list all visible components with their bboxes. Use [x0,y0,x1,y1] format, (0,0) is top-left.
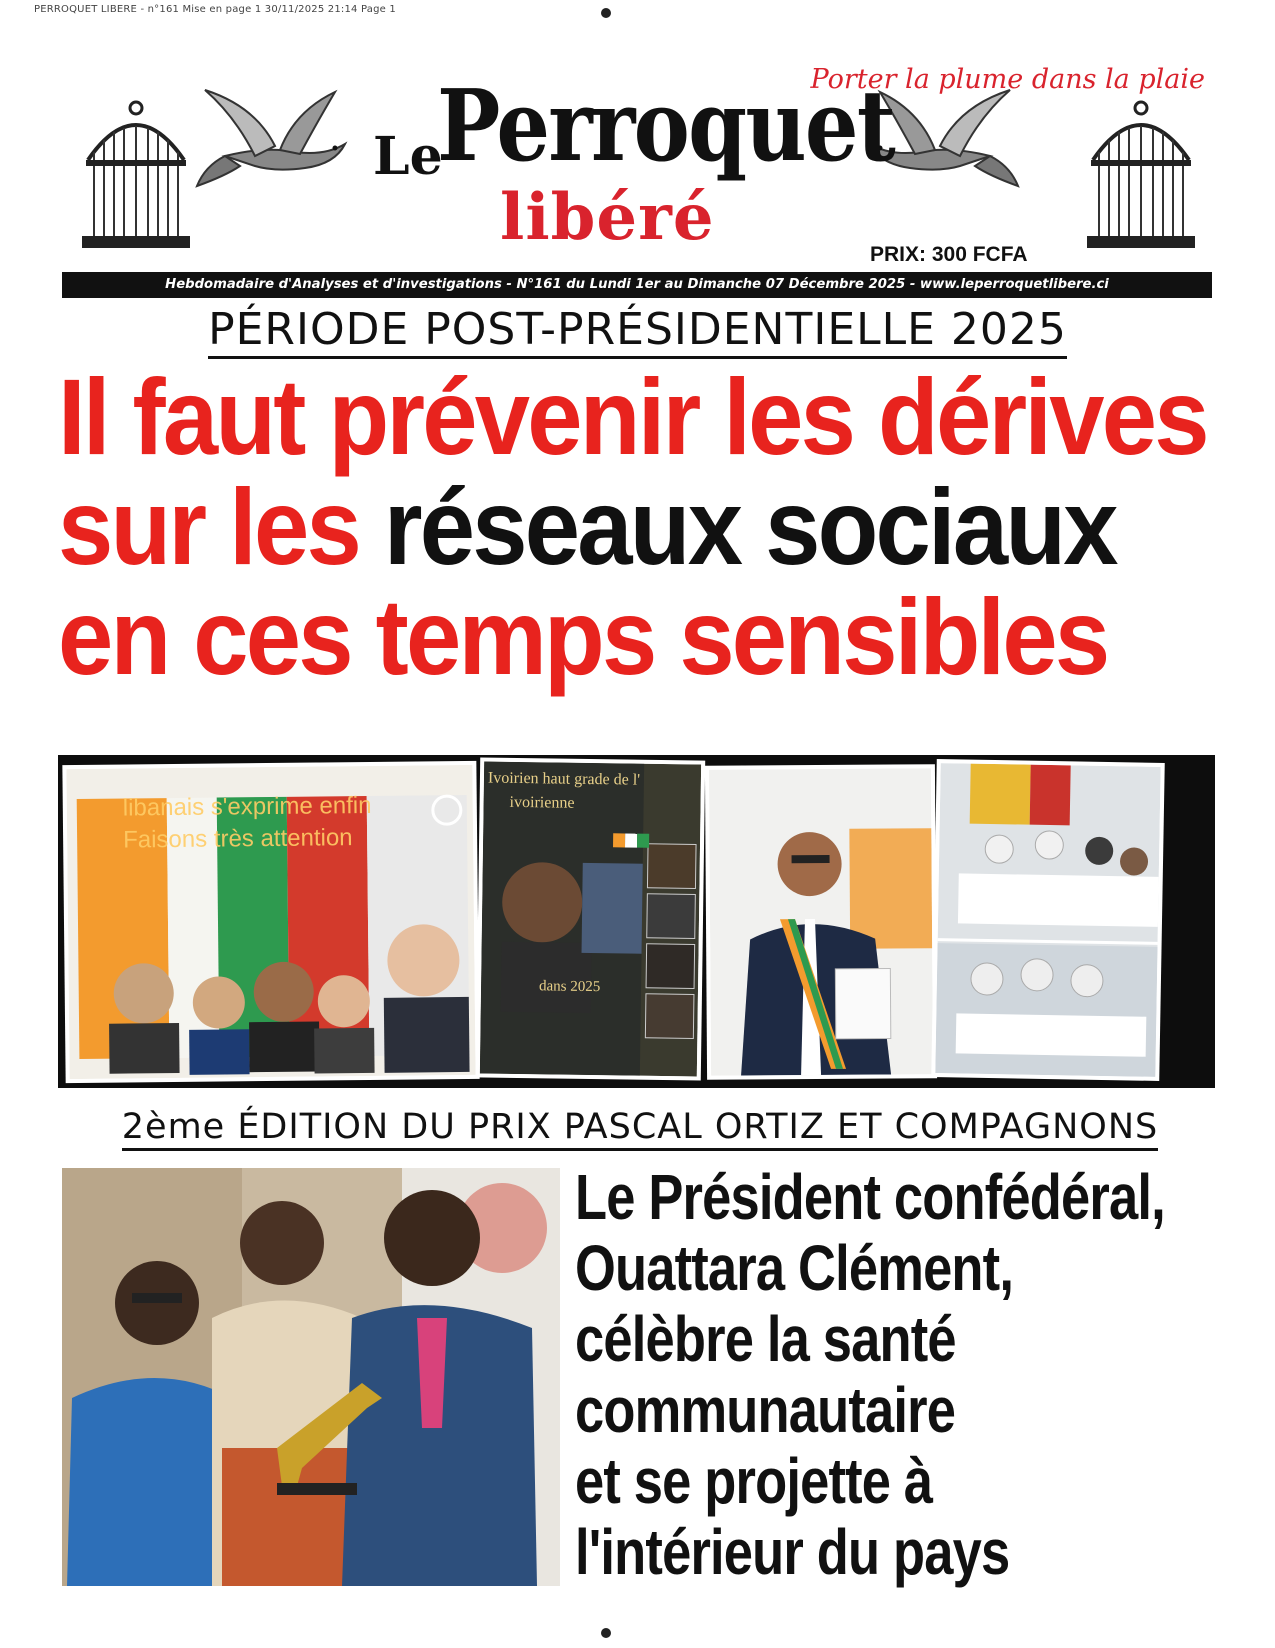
second-headline-line1: Le Président confédéral, [575,1161,1165,1233]
photo-official-portrait [705,764,937,1080]
slogan: Porter la plume dans la plaie [810,64,1205,95]
photo-social-media-montage [62,761,479,1083]
registration-mark-icon [601,1628,611,1638]
second-headline-line2: Ouattara Clément, [575,1232,1014,1304]
second-headline-line4: communautaire [575,1374,956,1446]
print-slug: PERROQUET LIBERE - n°161 Mise en page 1 30/11/2025 21:14 Page 1 [34,4,396,15]
dove-icon [195,86,355,191]
second-headline-line3: célèbre la santé [575,1303,956,1375]
photo-meeting [931,759,1165,1081]
photo-award-ceremony [62,1168,560,1586]
masthead-title: Perroquet [437,69,895,184]
photo-strip [58,755,1215,1088]
second-headline [575,1162,1225,1588]
lead-kicker: PÉRIODE POST-PRÉSIDENTIELLE 2025 [60,304,1215,355]
photo1-overlay-line1: libanais s'exprime enfin [122,791,372,822]
second-headline-line5: et se projette à [575,1445,933,1517]
photo2-overlay-line2: ivoirienne [509,793,575,812]
lead-headline-line3: en ces temps sensibles [58,576,1108,697]
photo2-overlay-line1: Ivoirien haut grade de l' [487,769,641,789]
lead-headline-line1: Il faut prévenir les dérives [58,356,1207,477]
masthead-subtitle: libéré [500,180,715,255]
lead-headline [58,356,1218,697]
photo-video-call [476,757,705,1080]
photo1-overlay-line2: Faisons très attention [122,824,353,854]
bird-cage-icon [80,100,192,250]
issue-info-bar: Hebdomadaire d'Analyses et d'investigations - N°161 du Lundi 1er au Dimanche 07 Décembre 2025 - www.leperroquetlibere.ci [62,272,1212,298]
lead-headline-line2: sur les réseaux sociaux [58,466,1116,587]
price-label: PRIX: 300 FCFA [870,243,1028,266]
masthead-title-le: Le [373,126,443,187]
second-kicker: 2ème ÉDITION DU PRIX PASCAL ORTIZ ET COMPAGNONS [60,1107,1220,1147]
registration-mark-icon [601,8,611,18]
bird-cage-icon [1085,100,1197,250]
second-headline-line6: l'intérieur du pays [575,1516,1010,1588]
photo2-overlay-line3: dans 2025 [538,978,601,996]
